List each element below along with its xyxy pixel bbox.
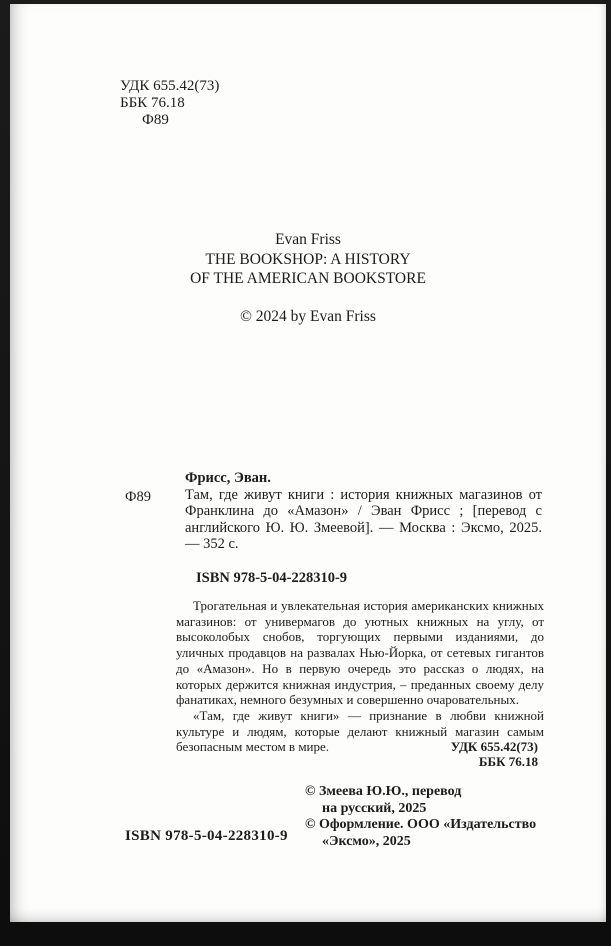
udk-number-right: УДК 655.42(73): [450, 739, 538, 754]
original-author: Evan Friss: [275, 231, 341, 248]
copyright-translator-line2: на русский, 2025: [322, 800, 427, 816]
annotation-paragraph-1: Трогательная и увлекательная история американских книжных магазинов: от универмагов до уютных книжных на углу, от высоколобых снобов, торгующих первыми изданиями, до уличных продавцов на развалах Нью-Йорка, от сетевых гигантов до «Амазон». Но в первую очередь это рассказ о людях, на которых держится книжная индустрия, – преданных своему делу фанатиках, немного безумных и совершенно очаровательных.: [176, 598, 544, 708]
annotation-paragraph-2: «Там, где живут книги» — признание в любви книжной культуре и людям, которые делают книжный магазин самым безопасным местом в мире.: [176, 707, 544, 755]
catalog-card: [185, 470, 542, 553]
copyright-design-line1: © Оформление. ООО «Издательство: [305, 817, 537, 832]
catalog-heading: Фрисс, Эван.: [185, 470, 271, 486]
isbn-bottom: ISBN 978-5-04-228310-9: [125, 828, 288, 844]
catalog-author-sign: Ф89: [125, 489, 151, 505]
original-title-line2: OF THE AMERICAN BOOKSTORE: [190, 270, 426, 287]
bbk-number: ББК 76.18: [120, 95, 185, 111]
original-copyright: © 2024 by Evan Friss: [240, 307, 376, 325]
copyright-design-line2: «Эксмо», 2025: [322, 833, 411, 849]
book-imprint-page: [10, 4, 606, 922]
annotation-block: [176, 598, 544, 755]
classification-repeat-block: [310, 740, 538, 769]
catalog-description: Там, где живут книги : история книжных магазинов от Франклина до «Амазон» / Эван Фрисс ; [перевод с английского Ю. Ю. Змеевой]. — Москва : Эксмо, 2025. — 352 с.: [185, 486, 542, 553]
catalog-isbn: ISBN 978-5-04-228310-9: [196, 570, 348, 586]
copyright-translator-line1: © Змеева Ю.Ю., перевод: [305, 784, 462, 799]
original-title-line1: THE BOOKSHOP: A HISTORY: [205, 250, 411, 268]
bbk-number-right: ББК 76.18: [478, 753, 538, 769]
original-title-block: [68, 230, 548, 326]
classification-block: [120, 78, 219, 129]
udk-number: УДК 655.42(73): [120, 78, 220, 94]
author-sign: Ф89: [142, 112, 169, 128]
copyright-block: [305, 784, 545, 850]
